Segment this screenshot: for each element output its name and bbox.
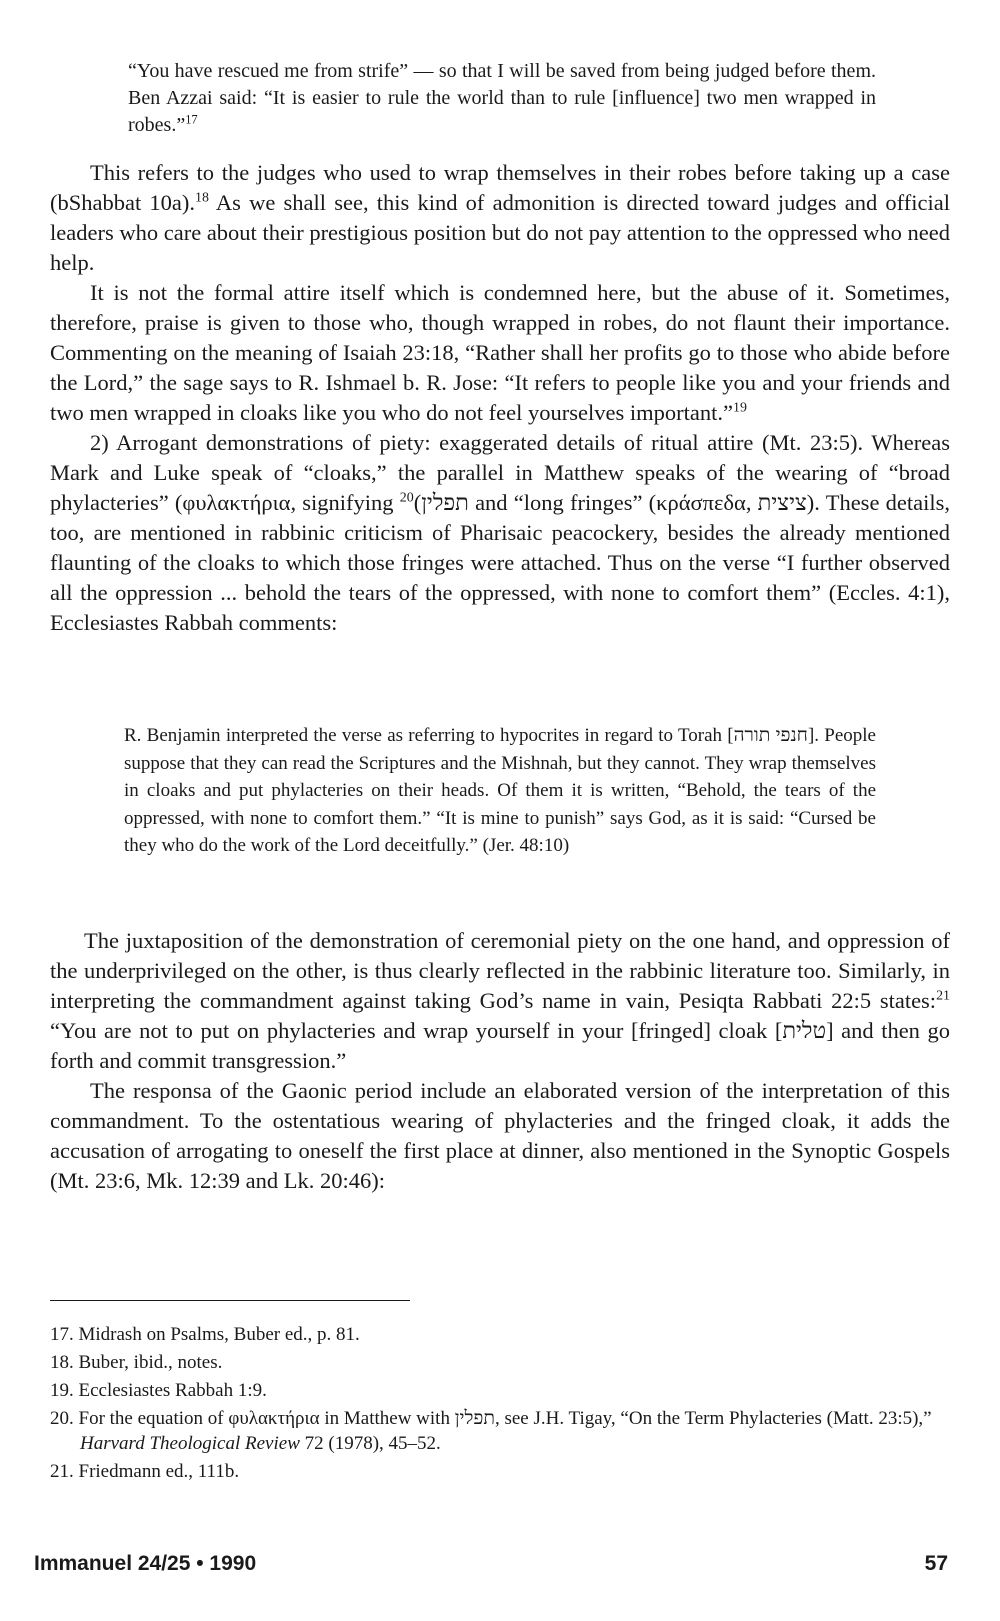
paragraph-3-text-b: , signifying xyxy=(290,490,400,515)
footnote-ref-17[interactable]: 17 xyxy=(185,112,198,127)
footnote-ref-19[interactable]: 19 xyxy=(732,400,747,416)
paragraph-4-text-c: ] and then go forth and commit transgression.” xyxy=(50,1018,951,1073)
paragraph-3-text-d: and “long fringes” ( xyxy=(468,490,657,515)
main-text xyxy=(50,158,950,638)
opening-quote xyxy=(128,58,876,139)
main-text-continued xyxy=(50,926,950,1196)
footnote-20-text-b: in Matthew with xyxy=(319,1408,455,1429)
paragraph-2 xyxy=(50,278,950,428)
footnote-ref-21[interactable]: 21 xyxy=(936,988,950,1004)
opening-quote-text: “You have rescued me from strife” — so that I will be saved from being judged before them. Ben Azzai said: “It is easier to rule the world than to rule [influence] two men wrapped in robes.” xyxy=(128,60,876,136)
paragraph-5 xyxy=(50,1076,950,1196)
footnote-20-greek: φυλακτήρια xyxy=(228,1408,320,1429)
footnote-17: 17. Midrash on Psalms, Buber ed., p. 81. xyxy=(50,1324,360,1345)
hebrew-term-tefillin: תפלין xyxy=(421,490,469,515)
hebrew-term-tzitzit: ציצית xyxy=(757,490,807,515)
block-quote-text-a: R. Benjamin interpreted the verse as referring to hypocrites in regard to Torah [ xyxy=(124,725,734,746)
footnote-20-text-a: 20. For the equation of xyxy=(50,1408,229,1429)
paragraph-3-text-e: , xyxy=(745,490,758,515)
paragraph-4-text-b: “You are not to put on phylacteries and wrap yourself in your [fringed] cloak [ xyxy=(50,1018,783,1043)
footnote-18: 18. Buber, ibid., notes. xyxy=(50,1352,223,1373)
paragraph-3-text-c: ) xyxy=(413,490,422,515)
block-quote xyxy=(124,722,876,860)
footnote-20-text-d: 72 (1978), 45–52. xyxy=(299,1433,441,1454)
footnote-divider xyxy=(50,1300,410,1301)
footnote-19: 19. Ecclesiastes Rabbah 1:9. xyxy=(50,1380,267,1401)
footnote-20-journal-title: Harvard Theological Review xyxy=(80,1433,300,1454)
paragraph-1 xyxy=(50,158,950,278)
paragraph-4-text-a: The juxtaposition of the demonstration of ceremonial piety on the one hand, and oppression of the underprivileged on the other, is thus clearly reflected in the rabbinic literature too. Similarly, in interpreting the commandment against taking God’s name in vain, Pesiqta Rabbati 22:5 states: xyxy=(50,928,950,1013)
paragraph-4 xyxy=(50,926,950,1076)
hebrew-term-hanfei-torah: חנפי תורה xyxy=(733,725,808,746)
page-number: 57 xyxy=(924,1552,948,1575)
paragraph-1-text-a: This refers to the judges who used to wrap themselves in their robes before taking up a case (bShabbat 10a). xyxy=(50,160,950,215)
footnotes xyxy=(50,1322,950,1487)
greek-term-phylacteries: φυλακτήρια xyxy=(182,490,291,515)
footnote-20-text-c: , see J.H. Tigay, “On the Term Phylacteries (Matt. 23:5),” xyxy=(494,1408,932,1429)
footnote-ref-20[interactable]: 20 xyxy=(399,490,414,506)
paragraph-3-text-a: 2) Arrogant demonstrations of piety: exaggerated details of ritual attire (Mt. 23:5). Whereas Mark and Luke speak of “cloaks,” the parallel in Matthew speaks of the wearing of “broad phylacteries” ( xyxy=(50,430,950,515)
footnote-21: 21. Friedmann ed., 111b. xyxy=(50,1461,240,1482)
paragraph-2-text: It is not the formal attire itself which is condemned here, but the abuse of it. Sometimes, therefore, praise is given to those who, though wrapped in robes, do not flaunt their importance. Commenting on the meaning of Isaiah 23:18, “Rather shall her profits go to those who abide before the Lord,” the sage says to R. Ishmael b. R. Jose: “It refers to people like you and your friends and two men wrapped in cloaks like you who do not feel yourselves important.” xyxy=(50,280,950,425)
footnote-ref-18[interactable]: 18 xyxy=(195,190,209,206)
footnote-20-hebrew: תפלין xyxy=(454,1408,495,1429)
paragraph-3-text-f: ). These details, too, are mentioned in rabbinic criticism of Pharisaic peacockery, besides the already mentioned flaunting of the cloaks to which those fringes were attached. Thus on the verse “I further observed all the oppression ... behold the tears of the oppressed, with none to comfort them” (Eccles. 4:1), Ecclesiastes Rabbah comments: xyxy=(50,490,950,635)
paragraph-3 xyxy=(50,428,950,638)
hebrew-term-tallit: טלית xyxy=(782,1018,827,1043)
block-quote-text-b: ]. People suppose that they can read the Scriptures and the Mishnah, but they cannot. They wrap themselves in cloaks and put phylacteries on their heads. Of them it is written, “Behold, the tears of the oppressed, with none to comfort them.” “It is mine to punish” says God, as it is said: “Cursed be they who do the work of the Lord deceitfully.” (Jer. 48:10) xyxy=(124,725,876,856)
paragraph-1-text-b: As we shall see, this kind of admonition is directed toward judges and official leaders who care about their prestigious position but do not pay attention to the oppressed who need help. xyxy=(50,190,950,275)
footnote-20 xyxy=(50,1406,950,1456)
journal-footer: Immanuel 24/25 • 1990 xyxy=(34,1552,257,1575)
paragraph-5-text: The responsa of the Gaonic period include an elaborated version of the interpretation of this commandment. To the ostentatious wearing of phylacteries and the fringed cloak, it adds the accusation of arrogating to oneself the first place at dinner, also mentioned in the Synoptic Gospels (Mt. 23:6, Mk. 12:39 and Lk. 20:46): xyxy=(50,1078,950,1193)
greek-term-fringes: κράσπεδα xyxy=(656,490,746,515)
